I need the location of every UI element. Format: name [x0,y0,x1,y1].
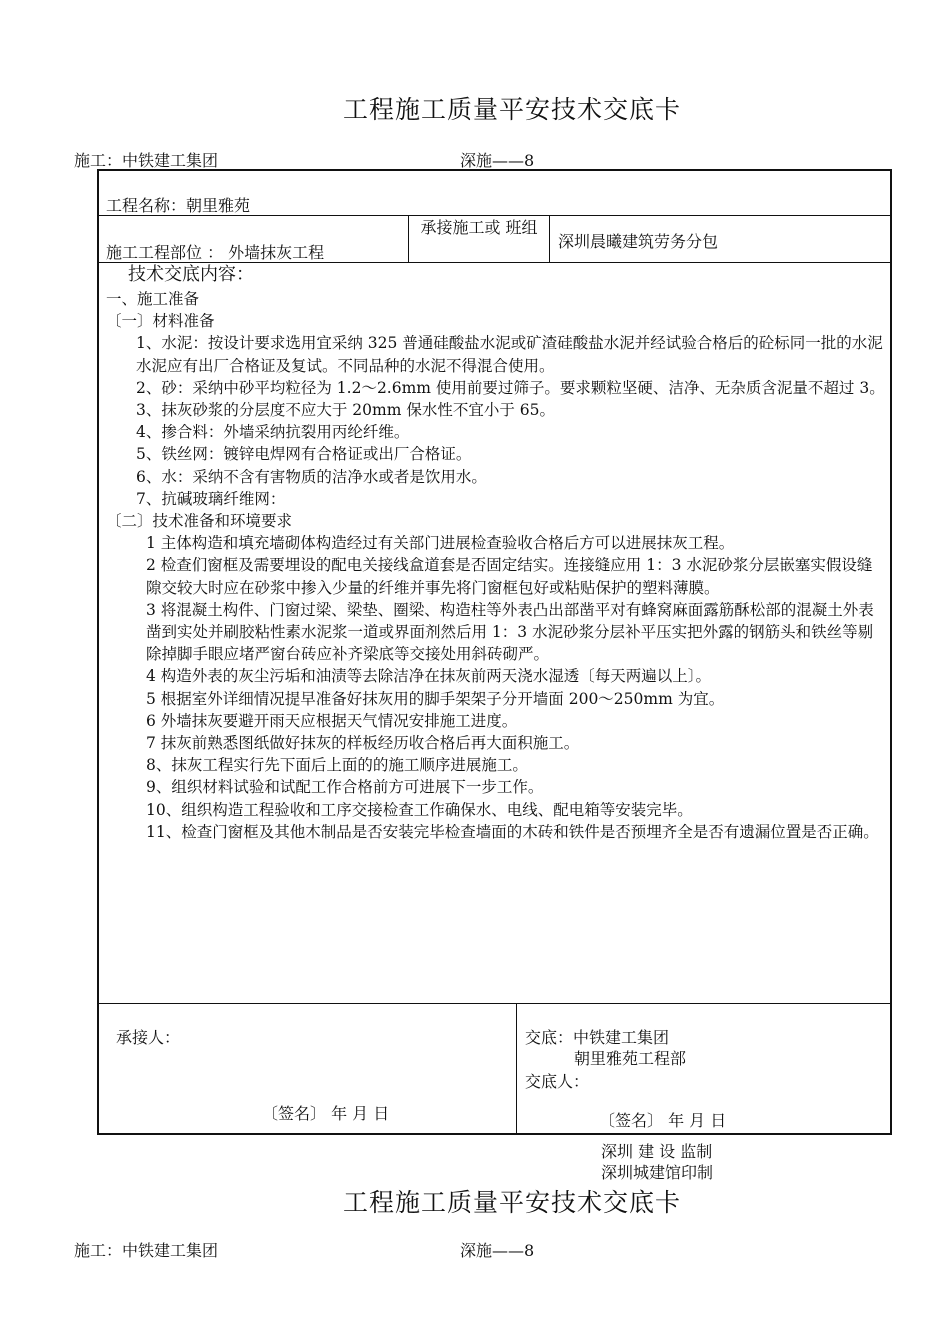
subsection-heading: 〔二〕技术准备和环境要求 [106,512,293,531]
doc-title: 工程施工质量平安技术交底卡 [343,95,682,124]
paragraph: 2 检查们窗框及需要埋设的配电关接线盒道套是否固定结实。连接缝应用 1：3 水泥砂浆分层嵌塞实假设缝隙交较大时应在砂浆中掺入少量的纤维并事先将门窗框包好或粘贴保护的塑料薄膜。 [146,556,873,597]
paragraph: 6 外墙抹灰要避开雨天应根据天气情况安排施工进度。 [146,711,518,730]
paragraph: 1、水泥：按设计要求选用宜采纳 325 普通硅酸盐水泥或矿渣硅酸盐水泥并经试验合格后的砼标同一批的水泥水泥应有出厂合格证及复试。不同品种的水泥不得混合使用。 [136,334,883,375]
form-number: 深施——8 [460,151,535,170]
section-heading: 一、施工准备 [106,290,200,308]
issuer-org: 交底：中铁建工集团 [525,1028,670,1047]
paragraph: 10、组织构造工程验收和工序交接检查工作确保水、电线、配电箱等安装完毕。 [146,800,693,819]
paragraph: 3、抹灰砂浆的分层度不应大于 20mm 保水性不宜小于 65。 [136,401,555,420]
paragraph: 4 构造外表的灰尘污垢和油渍等去除洁净在抹灰前两天浇水湿透〔每天两遍以上〕。 [146,667,712,686]
paragraph: 11、检查门窗框及其他木制品是否安装完毕检查墙面的木砖和铁件是否预埋齐全是否有遗漏位置是否正确。 [146,822,879,841]
next-page-title: 工程施工质量平安技术交底卡 [343,1188,682,1217]
content-heading: 技术交底内容： [128,264,254,285]
paragraph: 7、抗碱玻璃纤维网： [136,489,286,508]
receiver-label: 承接人： [116,1028,181,1047]
subsection-heading: 〔一〕材料准备 [106,312,215,331]
next-page-contractor: 施工：中铁建工集团 [74,1241,219,1260]
paragraph: 5 根据室外详细情况提早准备好抹灰用的脚手架架子分开墙面 200～250mm 为宜。 [146,689,725,708]
row-divider-3 [97,1003,892,1004]
paragraph: 6、水：采纳不含有害物质的洁净水或者是饮用水。 [136,467,487,486]
supervision-note: 深圳 建 设 监制 [601,1142,713,1161]
paragraph: 1 主体构造和填充墙砌体构造经过有关部门进展检查验收合格后方可以进展抹灰工程。 [146,534,735,553]
next-page-form-number: 深施——8 [460,1241,535,1260]
paragraph: 3 将混凝土构件、门窗过梁、梁垫、圈梁、构造柱等外表凸出部凿平对有蜂窝麻面露筋酥松部的混凝土外表凿到实处并刷胶粘性素水泥浆一道或界面剂然后用 1：3 水泥砂浆分层补平压实把外露的钢筋头和铁丝等剔除掉脚手眼应堵严窗台砖应补齐梁底等交接处用斜砖砌严。 [146,600,874,664]
issuer-dept: 朝里雅苑工程部 [574,1049,687,1068]
team-label: 承接施工或 班组 [420,218,538,237]
printer-note: 深圳城建馆印制 [601,1163,714,1182]
team-value: 深圳晨曦建筑劳务分包 [558,232,719,251]
content-body [106,262,886,843]
paragraph: 2、砂：采纳中砂平均粒径为 1.2～2.6mm 使用前要过筛子。要求颗粒坚硬、洁净、无杂质含泥量不超过 3。 [136,378,885,397]
paragraph: 4、掺合料：外墙采纳抗裂用丙纶纤维。 [136,423,410,442]
paragraph: 7 抹灰前熟悉图纸做好抹灰的样板经历收合格后再大面积施工。 [146,734,580,753]
col-divider-1 [408,215,409,262]
construction-part: 施工工程部位 ： 外墙抹灰工程 [106,243,325,262]
issuer-person-label: 交底人： [525,1072,590,1091]
issuer-signature-date: 〔签名〕 年 月 日 [599,1111,727,1130]
receiver-signature-date: 〔签名〕 年 月 日 [262,1104,390,1123]
col-divider-2 [549,215,550,262]
paragraph: 9、组织材料试验和试配工作合格前方可进展下一步工作。 [146,778,544,797]
col-divider-sign [516,1003,517,1135]
project-name: 工程名称：朝里雅苑 [106,196,251,215]
paragraph: 8、抹灰工程实行先下面后上面的的施工顺序进展施工。 [146,756,528,775]
contractor-label: 施工：中铁建工集团 [74,151,219,170]
paragraph: 5、铁丝网：镀锌电焊网有合格证或出厂合格证。 [136,445,472,464]
